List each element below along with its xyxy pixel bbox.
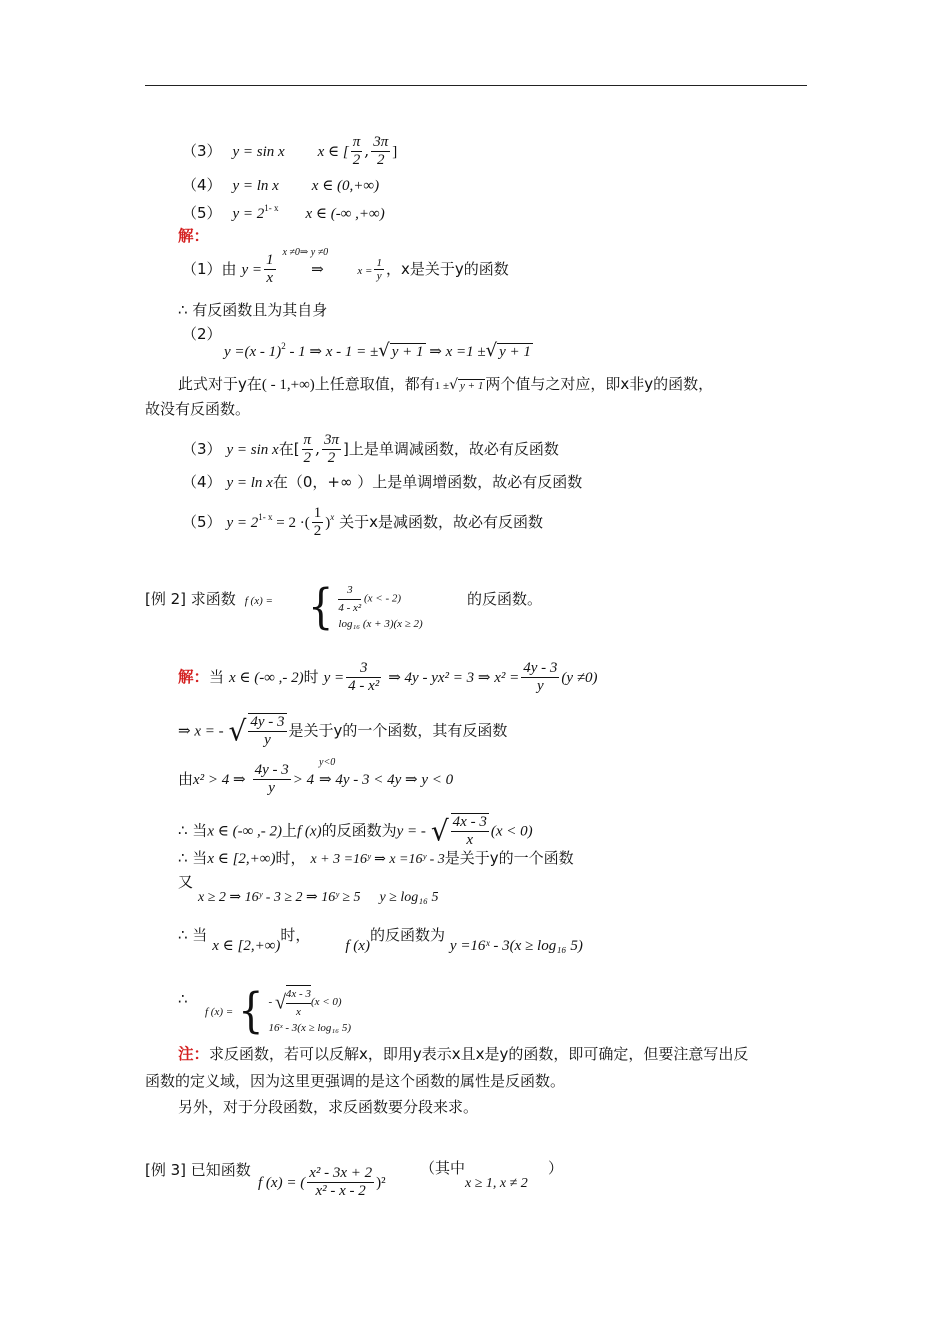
- solution-3: （3） y = sin x在[ $\frac{\pi}{2}$ , $\frac{3\pi}{2}$ ]上是单调减函数，故必有反函数: [182, 432, 559, 467]
- item-5: （5） $y = 2^{1- x}$ x ∈ (-∞ ,+∞): [182, 203, 385, 222]
- example3-condition: （其中: [420, 1159, 466, 1177]
- example2-line4: ∴ 当x ∈ (-∞ ,- 2)上f (x)的反函数为y = - √ $\frac{4x - 3}{x}$ (x < 0): [178, 814, 533, 849]
- note-line3: 另外，对于分段函数，求反函数要分段来求。: [178, 1098, 479, 1116]
- example2-line6: x ≥ 2 ⇒ 16ʸ - 3 ≥ 2 ⇒ 16ʸ ≥ 5 y ≥ log₁₆ 5: [198, 890, 439, 905]
- example2-line5: ∴ 当x ∈ [2,+∞)时， x + 3 =16ʸ ⇒ x =16ʸ - 3是关于y的一个函数: [178, 849, 574, 867]
- example2-cases: { $\frac{3}{\text{4 - x²}}$ (x < - 2) log₁₆ (x + 3)(x ≥ 2): [308, 579, 423, 635]
- item-3: （3） y = sin x x ∈ [ $\frac{\pi}{2}$ , $\frac{3\pi}{2}$ ]: [182, 134, 398, 169]
- note-line1: 注：求反函数，若可以反解x，即用y表示x且x是y的函数，即可确定，但要注意写出反: [178, 1045, 749, 1063]
- solution-2-num: （2）: [182, 325, 222, 343]
- example3-formula: f (x) = ( $\frac{\text{x² - 3x + 2}}{\text{x² - x - 2}}$ )²: [258, 1165, 386, 1200]
- example2-title-post: 的反函数。: [467, 590, 543, 608]
- solution-1-conclusion: ∴ 有反函数且为其自身: [178, 301, 328, 319]
- solution-5: （5） $y = 2^{1- x} = 2$ ·( $\frac{1}{2}$ )$^x$ 关于x是减函数，故必有反函数: [182, 505, 544, 540]
- example2-line3: 由x² > 4 ⇒ $\frac{4y - 3}{y}$ > 4 y<0 ⇒ 4y - 3 < 4y ⇒ y < 0: [178, 756, 454, 797]
- solution-2-para2: 故没有反函数。: [145, 400, 251, 418]
- solution-2-equation: y =(x - 1)$^2$ - 1 ⇒ x - 1 = ±√ y + 1 ⇒ x =1 ±√ y + 1: [224, 340, 531, 361]
- example2-line8: f (x) = { - √ $\frac{4x - 3}{x}$ (x < 0) 16ˣ - 3(x ≥ log₁₆ 5): [205, 983, 351, 1039]
- header-rule: [145, 85, 807, 86]
- solution-4: （4） y = ln x在（0，+∞ ）上是单调增函数，故必有反函数: [182, 473, 583, 491]
- example3-title: [例 3] 已知函数: [145, 1161, 251, 1179]
- example3-condition-expr: x ≥ 1, x ≠ 2: [465, 1176, 528, 1191]
- note-line2: 函数的定义域，因为这里更强调的是这个函数的属性是反函数。: [145, 1072, 566, 1090]
- solution-2-para1: 此式对于y在( - 1,+∞)上任意取值，都有1 ±√ y + 1 两个值与之对应，即x非y的函数，: [178, 375, 714, 393]
- example2-line2: ⇒ x = - √ $\frac{4y - 3}{y}$ 是关于y的一个函数，其有反函数: [178, 714, 508, 749]
- example2-title: [例 2] 求函数 f (x) =: [145, 590, 273, 608]
- solution-1: （1）由 y = $\frac{1}{x}$ x ≠0⇒ y ≠0 ⇒ x = $\frac{1}{y}$ ，x是关于y的函数: [182, 246, 509, 287]
- example2-line1: 解：当 x ∈ (-∞ ,- 2)时 y = $\frac{3}{\text{4 - x²}}$ ⇒ 4y - yx² = 3 ⇒ x² = $\frac{4y - 3}{y}$ (y ≠0): [178, 660, 598, 695]
- example3-condition-close: ）: [548, 1159, 564, 1177]
- solution-label: 解：: [178, 227, 210, 245]
- example2-line7: ∴ 当 x ∈ [2,+∞)时， f (x)的反函数为 y =16ˣ - 3(x ≥ log₁₆ 5): [178, 926, 583, 954]
- example2-line6-label: 又: [178, 873, 194, 891]
- item-4: （4） y = ln x x ∈ (0,+∞): [182, 176, 380, 194]
- example2-line8-label: ∴: [178, 990, 188, 1008]
